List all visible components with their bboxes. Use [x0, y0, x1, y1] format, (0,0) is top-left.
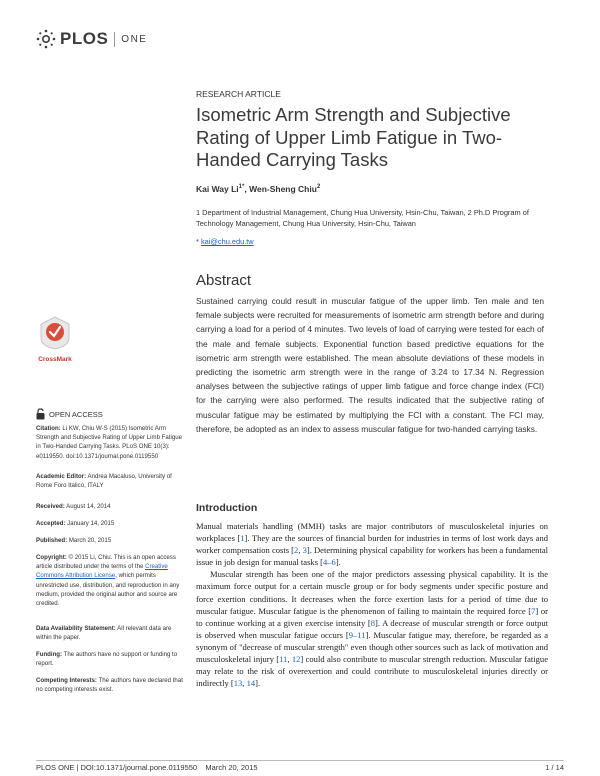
text-run: , [242, 678, 247, 689]
text-run: ]. [335, 557, 341, 568]
received-date: August 14, 2014 [66, 503, 111, 510]
competing-interests-block [36, 676, 186, 694]
logo-divider [114, 32, 115, 47]
introduction-body [196, 520, 548, 689]
ref-link[interactable]: 1 [240, 533, 245, 544]
editor-text: Andrea Macaluso, University of Rome Foro Italico, ITALY [36, 473, 172, 490]
accepted-label: Accepted: [36, 520, 66, 527]
citation-label: Citation: [36, 425, 61, 432]
text-run: Muscular strength has been one of the major predictors assessing physical capability. It is the maximum force output for a certain muscle group or for body segments under specific posture and force exertion conditions. It decreases when the force exertion lasts for a period of time due to muscular fatigue. Muscular fatigue is the phenomenon of failing to maintain the required force [ [196, 569, 548, 616]
paragraph [196, 520, 548, 568]
footer-divider [36, 760, 564, 761]
crossmark-label: CrossMark [38, 356, 72, 363]
open-access-label: OPEN ACCESS [49, 409, 103, 419]
editor-block [36, 472, 186, 490]
text-run: ]. A decrease of muscular strength or force output is observed when muscular fatigue occurs [ [196, 617, 549, 640]
text-run: ] could also contribute to muscular strength reduction. Muscular fatigue may relate to the risk of overexertion and could contribute to musculoskeletal injuries directly or indirectly [ [196, 654, 548, 689]
data-availability-label: Data Availability Statement: [36, 625, 116, 632]
plos-one-logo[interactable] [35, 28, 147, 50]
text-run: ]. Determining physical capability for workers has been a fundamental issue in job design for manual tasks [ [196, 545, 549, 568]
copyright-block [36, 553, 186, 608]
open-access-badge [36, 408, 103, 420]
page-number: 1 / 14 [545, 763, 564, 772]
copyright-label: Copyright: [36, 554, 67, 561]
abstract-text: Sustained carrying could result in muscular fatigue of the upper limb. Ten male and ten female subjects were recruited for measurements of isometric arm strength before and during carrying a load for a period of 4 minutes. Two levels of load of carrying were tested for each of the male and female subjects. Exponential function based predictive equations for the isometric arm strength were established. The mean absolute deviations of these models in predicting the isometric arm strength were in the range of 3.24 to 17.34 N. Regression analyses between the subjective ratings of upper limb fatigue and force change index (FCI) for the carrying were also performed. The results indicated that the subjective rating of muscular fatigue may be estimated by multiplying the FCI with a constant. The FCI may, therefore, be adopted as an index to assess muscular fatigue for two-handed carrying tasks. [196, 296, 544, 434]
article-title: Isometric Arm Strength and Subjective Rating of Upper Limb Fatigue in Two-Handed Carrying Tasks [196, 104, 511, 170]
funding-label: Funding: [36, 651, 63, 658]
author-list [196, 184, 320, 194]
ref-link[interactable]: 12 [291, 654, 301, 665]
email-link[interactable]: kai@chu.edu.tw [200, 237, 254, 246]
text-run: ]. Muscular fatigue may, therefore, be regarded as a synonym of "decrease of muscular strength" even though other sources such as lack of motivation and musculoskeletal injury [ [196, 629, 548, 665]
received-label: Received: [36, 503, 65, 510]
published-label: Published: [36, 537, 68, 544]
open-lock-icon [36, 408, 45, 420]
accepted-date: January 14, 2015 [67, 520, 115, 527]
email-mark: * [196, 237, 199, 246]
ref-link[interactable]: 3 [302, 545, 307, 556]
logo-one-text: ONE [121, 33, 148, 45]
accepted-block [36, 519, 186, 528]
editor-label: Academic Editor: [36, 473, 87, 480]
citation-block [36, 424, 186, 461]
ref-link[interactable]: 8 [370, 617, 375, 628]
published-date: March 20, 2015 [68, 537, 112, 544]
ref-link[interactable]: 13 [233, 678, 243, 689]
footer-citation: PLOS ONE | DOI:10.1371/journal.pone.0119550 March 20, 2015 [36, 763, 258, 772]
text-run: ] or to continue working at a given exercise intensity [ [196, 605, 548, 628]
received-block [36, 502, 186, 511]
competing-interests-label: Competing Interests: [36, 677, 97, 684]
author-name[interactable]: Kai Way Li [196, 184, 239, 194]
text-run: ]. [255, 678, 261, 689]
data-availability-block [36, 624, 186, 642]
crossmark-badge[interactable] [34, 316, 76, 363]
copyright-text: © 2015 Li, Chiu. This is an open access article distributed under the terms of the [36, 554, 176, 571]
abstract-heading: Abstract [196, 272, 252, 289]
plos-logo-icon [35, 28, 57, 50]
text-run: ]. They are the sources of financial burden for industries in terms of lost work days and worker compensation costs [ [196, 533, 548, 556]
funding-text: The authors have no support or funding to report. [36, 651, 178, 668]
text-run: , [287, 654, 292, 665]
logo-plos-text: PLOS [60, 29, 109, 48]
ref-link[interactable]: 14 [246, 678, 256, 689]
competing-interests-text: The authors have declared that no competing interests exist. [36, 677, 183, 694]
ref-link[interactable]: 2 [294, 545, 299, 556]
author-name[interactable]: Wen-Sheng Chiu [249, 184, 317, 194]
author-separator: , [244, 184, 250, 194]
paragraph [196, 568, 548, 689]
published-block [36, 536, 186, 545]
funding-block [36, 650, 186, 668]
ref-link[interactable]: 11 [279, 654, 288, 665]
article-type: RESEARCH ARTICLE [196, 89, 281, 99]
copyright-text-post: , which permits unrestricted use, distribution, and reproduction in any medium, provided the original author and source are credited. [36, 572, 180, 608]
text-run: , [298, 545, 303, 556]
data-availability-text: All relevant data are within the paper. [36, 625, 172, 642]
affiliations: 1 Department of Industrial Management, Chung Hua University, Hsin-Chu, Taiwan, 2 Ph.D Program of Technology Management, Chung Hua University, Hsin-Chu, Taiwan [196, 208, 529, 228]
license-link[interactable]: Creative Commons Attribution License [36, 563, 168, 580]
ref-link[interactable]: 4–6 [323, 557, 336, 568]
corresponding-mark: * [242, 184, 245, 191]
corresponding-email [196, 237, 254, 246]
citation-text: Li KW, Chiu W-S (2015) Isometric Arm Strength and Subjective Rating of Upper Limb Fatigue in Two-Handed Carrying Tasks. PLoS ONE 10(3): e0119550. doi:10.1371/journal.pone.0119550 [36, 425, 182, 460]
ref-link[interactable]: 7 [531, 605, 536, 616]
text-run: Manual materials handling (MMH) tasks are major contributors of musculoskeletal injuries on workplaces [ [196, 521, 548, 544]
introduction-heading: Introduction [196, 502, 258, 514]
ref-link[interactable]: 9–11 [348, 629, 366, 640]
crossmark-icon [40, 316, 70, 350]
author-affil-sup: 1 [238, 184, 243, 191]
author-affil-sup: 2 [316, 184, 321, 191]
